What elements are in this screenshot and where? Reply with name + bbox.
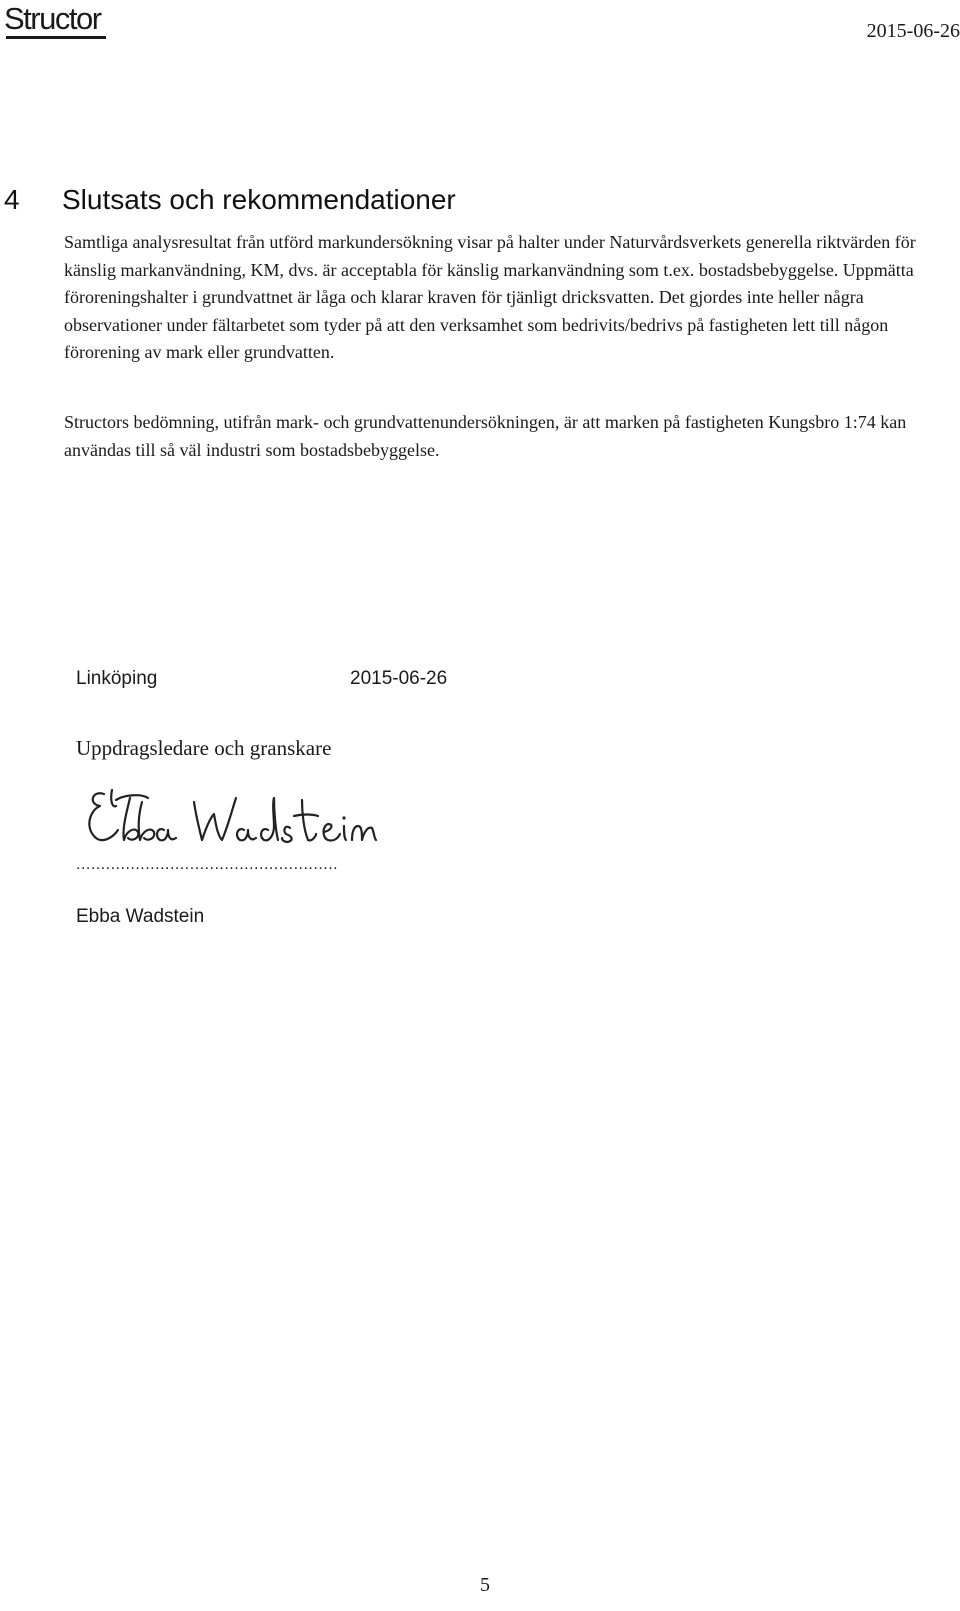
logo-wordmark: Structor [4, 1, 101, 36]
signature-line: ..................................................... [76, 856, 339, 873]
logo-underline [6, 36, 106, 39]
signatory-role: Uppdragsledare och granskare [76, 736, 332, 760]
signature-place: Linköping [76, 668, 158, 689]
signatory-name: Ebba Wadstein [76, 906, 205, 927]
handwritten-signature [82, 786, 382, 860]
section-title: Slutsats och rekommendationer [62, 184, 456, 215]
structor-logo [4, 2, 110, 42]
section-number: 4 [4, 184, 20, 215]
assessment-paragraph: Structors bedömning, utifrån mark- och grundvattenundersökningen, är att marken på fastigheten Kungsbro 1:74 kan användas till så väl industri som bostadsbebyggelse. [64, 412, 907, 460]
signature-date: 2015-06-26 [350, 668, 448, 689]
header-date: 2015-06-26 [866, 20, 960, 42]
page-number: 5 [480, 1574, 490, 1596]
conclusion-paragraph: Samtliga analysresultat från utförd markundersökning visar på halter under Naturvårdsverkets generella riktvärden för känslig markanvändning, KM, dvs. är acceptabla för känslig markanvändning som t.ex. bostadsbebyggelse. Uppmätta föroreningshalter i grundvattnet är låga och klarar kraven för tjänligt dricksvatten. Det gjordes inte heller några observationer under fältarbetet som tyder på att den verksamhet som bedrivits/bedrivs på fastigheten lett till någon förorening av mark eller grundvatten. [64, 232, 916, 363]
section-heading [4, 184, 456, 216]
